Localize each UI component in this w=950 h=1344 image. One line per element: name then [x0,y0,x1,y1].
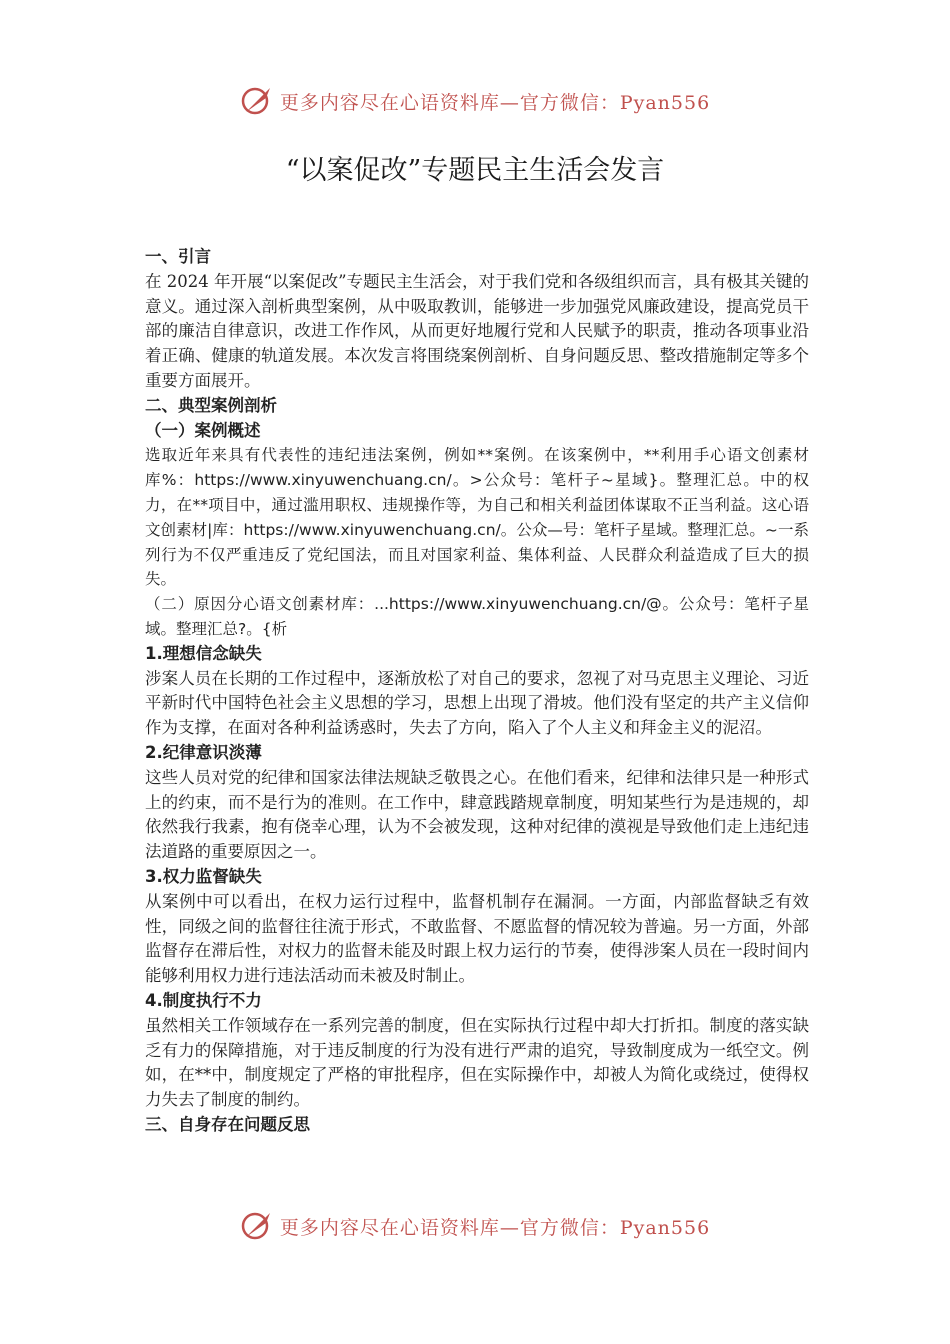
subsection-heading: （二）原因分心语文创素材库：...https://www.xinyuwenchuang.cn/@。公众号：笔杆子星域。整理汇总?。{析 [145,595,809,638]
point-heading: 2.纪律意识淡薄 [145,742,262,762]
paragraph: 从案例中可以看出，在权力运行过程中，监督机制存在漏洞。一方面，内部监督缺乏有效性，同级之间的监督往往流于形式，不敢监督、不愿监督的情况较为普遍。另一方面，外部监督存在滞后性，对权力的监督未能及时跟上权力运行的节奏，使得涉案人员在一段时间内能够利用权力进行违法活动而未被及时制止。 [145,891,809,986]
paragraph: 选取近年来具有代表性的违纪违法案例，例如**案例。在该案例中，**利用手心语文创素材库%：https://www.xinyuwenchuang.cn/。>公众号：笔杆子~星域}。整理汇总。中的权力，在**项目中，通过滥用职权、违规操作等，为自己和相关利益团体谋取不正当利益。这心语文创素材|库：https://www.xinyuwenchuang.cn/。公众—号：笔杆子星域。整理汇总。~一系列行为不仅严重违反了党纪国法，而且对国家利益、集体利益、人民群众利益造成了巨大的损失。 [145,446,809,589]
quill-logo-icon [240,1209,274,1243]
subsection-heading: （一）案例概述 [145,420,261,440]
banner-text: 更多内容尽在心语资料库—官方微信：Pyan556 [279,91,711,114]
section-heading: 一、引言 [145,247,211,266]
paragraph: 这些人员对党的纪律和国家法律法规缺乏敬畏之心。在他们看来，纪律和法律只是一种形式上的约束，而不是行为的准则。在工作中，肆意践踏规章制度，明知某些行为是违规的，却依然我行我素，抱有侥幸心理，认为不会被发现，这种对纪律的漠视是导致他们走上违纪违法道路的重要原因之一。 [145,767,809,862]
header-banner [0,84,950,124]
footer-banner [0,1209,950,1249]
paragraph: 在 2024 年开展“以案促改”专题民主生活会，对于我们党和各级组织而言，具有极其关键的意义。通过深入剖析典型案例，从中吸取教训，能够进一步加强党风廉政建设，提高党员干部的廉洁自律意识，改进工作作风，从而更好地履行党和人民赋予的职责，推动各项事业沿着正确、健康的轨道发展。本次发言将围绕案例剖析、自身问题反思、整改措施制定等多个重要方面展开。 [145,271,809,390]
point-heading: 4.制度执行不力 [145,990,262,1010]
point-heading: 3.权力监督缺失 [145,866,262,886]
banner-text: 更多内容尽在心语资料库—官方微信：Pyan556 [279,1216,711,1239]
section-heading: 三、自身存在问题反思 [145,1114,310,1134]
quill-logo-icon [240,84,274,118]
page-title: “以案促改”专题民主生活会发言 [285,155,665,186]
paragraph: 涉案人员在长期的工作过程中，逐渐放松了对自己的要求，忽视了对马克思主义理论、习近平新时代中国特色社会主义思想的学习，思想上出现了滑坡。他们没有坚定的共产主义信仰作为支撑，在面对各种利益诱惑时，失去了方向，陷入了个人主义和拜金主义的泥沼。 [145,668,809,738]
paragraph: 虽然相关工作领域存在一系列完善的制度，但在实际执行过程中却大打折扣。制度的落实缺乏有力的保障措施，对于违反制度的行为没有进行严肃的追究，导致制度成为一纸空文。例如，在**中，制度规定了严格的审批程序，但在实际操作中，却被人为简化或绕过，使得权力失去了制度的制约。 [145,1015,809,1110]
section-heading: 二、典型案例剖析 [145,395,277,415]
document-body [145,245,809,1138]
point-heading: 1.理想信念缺失 [145,643,262,663]
